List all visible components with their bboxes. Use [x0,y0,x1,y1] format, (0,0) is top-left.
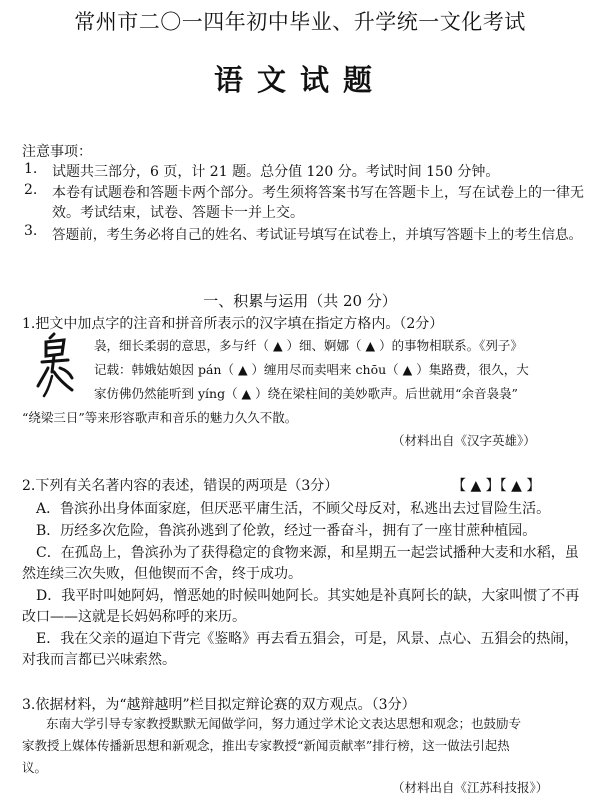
option-a: A．鲁滨孙出身体面家庭，但厌恶平庸生活，不顾父母反对，私逃出去过冒险生活。 [36,501,551,517]
q3-material-line: 议。 [22,760,48,775]
option-c: C．在孤岛上，鲁滨孙为了获得稳定的食物来源，和星期五一起尝试播种大麦和水稻，虽 [36,545,579,561]
note-text: 效。考试结束，试卷、答题卡一并上交。 [52,205,304,221]
note-number: 3. [24,223,38,239]
exam-title: 常州市二〇一四年初中毕业、升学统一文化考试 [74,10,526,34]
section-title: 一、积累与运用（共 20 分） [203,292,397,310]
option-c-cont: 然连续三次失败，但他锲而不舍，终于成功。 [22,566,302,582]
option-b: B．历经多次危险，鲁滨孙逃到了伦敦，经过一番奋斗，拥有了一座甘蔗种植园。 [36,523,537,539]
q3-source: （材料出自《江苏科技报》） [392,780,549,795]
q1-passage-line: 家仿佛仍然能听到 yíng（ ▲ ）绕在梁柱间的美妙歌声。后世就用“余音袅袅” [94,386,518,401]
exam-subtitle: 语文试题 [213,63,386,97]
question-1-stem: 1.把文中加点字的注音和拼音所表示的汉字填在指定方格内。（2分） [22,316,444,332]
q1-source: （材料出自《汉字英雄》） [392,433,536,448]
note-text: 试题共三部分，6 页，计 21 题。总分值 120 分。考试时间 150 分钟。 [52,164,500,180]
question-2-stem: 2.下列有关名著内容的表述，错误的两项是（3分） [22,478,339,494]
q3-material-line: 东南大学引导专家教授默默无闻做学问，努力通过学术论文表达思想和观念；也鼓励专 [46,716,522,731]
calligraphy-character-glyph [36,332,76,398]
option-e-cont: 对我而言都已兴味索然。 [22,652,176,668]
q1-passage-line: 记载：韩娥姑娘因 pán（ ▲ ）缠用尽而卖唱来 chōu（ ▲ ）集路费，很久，大 [94,362,529,377]
note-text: 本卷有试题卷和答题卡两个部分。考生须将答案书写在答题卡上，写在试卷上的一律无 [52,185,584,201]
note-number: 1. [24,161,38,177]
q1-passage-line: “绕梁三日”等来形容歌声和音乐的魅力久久不散。 [22,410,298,425]
question-3-stem: 3.依据材料，为“越辩越明”栏目拟定辩论赛的双方观点。（3分） [22,697,416,713]
note-number: 2. [24,182,38,198]
q3-material-line: 家教授上媒体传播新思想和新观念，推出专家教授“新闻贡献率”排行榜，这一做法引起热 [22,738,510,753]
note-text: 答题前，考生务必将自己的姓名、考试证号填写在试卷上，并填写答题卡上的考生信息。 [52,227,583,243]
option-d: D．我平时叫她阿妈，憎恶她的时候叫她阿长。其实她是补真阿长的缺，大家叫惯了不再 [36,588,580,604]
option-e: E．我在父亲的逼迫下背完《鉴略》再去看五猖会，可是，风景、点心、五猖会的热闹， [36,631,579,647]
notes-heading: 注意事项： [22,144,92,160]
q1-passage-line: 袅，细长柔弱的意思，多与纤（ ▲ ）细、婀娜（ ▲ ）的事物相联系。《列子》 [94,338,523,353]
option-d-cont: 改口——这就是长妈妈称呼的来历。 [22,609,246,625]
answer-brackets: 【 ▲ 】【 ▲ 】 [452,478,541,494]
